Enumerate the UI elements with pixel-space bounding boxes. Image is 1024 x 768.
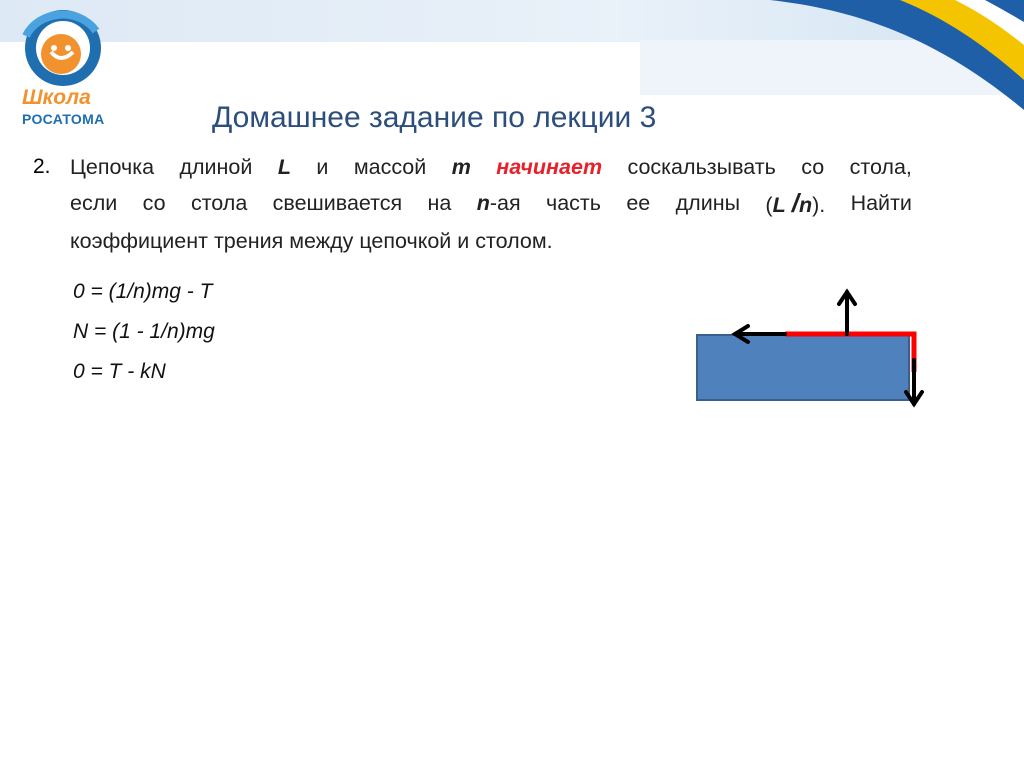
paren: ( — [765, 193, 773, 217]
logo-word-rosatom: РОСАТОМА — [22, 111, 105, 127]
slide-title: Домашнее задание по лекции 3 — [212, 101, 657, 134]
slash: / — [791, 188, 799, 218]
variable-L: L — [772, 193, 786, 217]
variable-n: n — [798, 193, 813, 217]
word: ее — [626, 191, 651, 215]
problem-line-3: коэффициент трения между цепочкой и столом. — [70, 229, 553, 253]
paren: ). — [812, 193, 826, 217]
word: -ая — [489, 191, 521, 215]
problem-line-2 — [70, 185, 912, 223]
word: часть — [546, 191, 601, 215]
logo-word-shkola: Школа — [22, 86, 91, 109]
equation-3: 0 = T - kN — [73, 360, 166, 383]
fraction-L-over-n — [765, 185, 825, 223]
word: длины — [675, 191, 741, 215]
variable-L: L — [277, 155, 291, 179]
problem-line-1 — [70, 149, 912, 185]
problem-text — [70, 149, 912, 259]
word: если — [70, 191, 118, 215]
problem-number: 2. — [33, 155, 51, 178]
chain-on-table-diagram — [690, 280, 930, 410]
table-block — [697, 335, 909, 400]
word: и — [316, 155, 329, 179]
svg-text:+: + — [72, 23, 82, 40]
word: свешивается — [272, 191, 403, 215]
word-n-aya — [477, 185, 521, 223]
word: стола, — [849, 155, 912, 179]
equation-2: N = (1 - 1/n)mg — [73, 320, 215, 343]
word: Найти — [850, 191, 912, 215]
word: со — [801, 155, 825, 179]
word: со — [142, 191, 166, 215]
word: длиной — [179, 155, 253, 179]
word: на — [427, 191, 452, 215]
word: массой — [353, 155, 427, 179]
variable-m: m — [451, 155, 471, 179]
variable-n: n — [476, 191, 490, 215]
word: стола — [190, 191, 248, 215]
word: соскальзывать — [627, 155, 776, 179]
emphasis-word: начинает — [496, 155, 603, 179]
equation-1: 0 = (1/n)mg - T — [73, 280, 213, 303]
normal-force-arrow-up — [839, 292, 855, 334]
word: Цепочка — [70, 155, 155, 179]
